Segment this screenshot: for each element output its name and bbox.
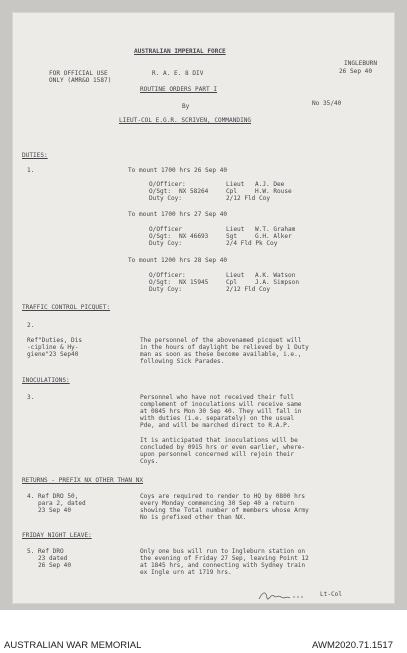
reference-line: 23 dated xyxy=(38,555,68,562)
body-line: man as soon as these become available, i.e., xyxy=(140,351,302,358)
duty-mount-1: To mount 1700 hrs 26 Sep 40 xyxy=(128,167,228,174)
traffic-heading: TRAFFIC CONTROL PICQUET: xyxy=(22,304,111,311)
document-page xyxy=(12,12,395,604)
duty-company: 2/12 Fld Coy xyxy=(226,195,271,202)
duty-number: NX 46693 xyxy=(179,233,209,240)
body-line: upon personnel concerned will rejoin their xyxy=(140,451,295,458)
leave-heading: FRIDAY NIGHT LEAVE: xyxy=(22,532,92,539)
inoculations-number: 3. xyxy=(27,394,35,401)
body-line: with duties (i.e. separately) on the usual xyxy=(140,415,295,422)
archive-name: AUSTRALIAN WAR MEMORIAL xyxy=(4,640,142,651)
traffic-number: 2. xyxy=(27,322,35,329)
reference-line: Ref DRO xyxy=(38,548,64,555)
body-line: Only one bus will run to Ingleburn station on xyxy=(140,548,306,555)
duty-rank: Lieut xyxy=(226,226,245,233)
reference-line: para 2, dated xyxy=(38,500,86,507)
duty-name: W.T. Graham xyxy=(255,226,296,233)
body-line: Pde, and will be marched direct to R.A.P. xyxy=(140,422,291,429)
returns-heading: RETURNS - PREFIX NX OTHER THAN NX xyxy=(22,477,144,484)
inoculations-heading: INOCULATIONS: xyxy=(22,377,70,384)
duty-role: O/Sgt: xyxy=(149,279,172,286)
duty-rank: Lieut xyxy=(226,181,245,188)
body-line: the evening of Friday 27 Sep, leaving Point 12 xyxy=(140,555,309,562)
body-line: every Monday commencing 30 Sep 40 a return xyxy=(140,500,295,507)
duty-name: A.J. Dee xyxy=(255,181,285,188)
order-number: No 35/40 xyxy=(312,100,342,107)
restriction-line-2: ONLY (AMR&O 1587) xyxy=(49,77,112,84)
body-line: ex Ingle urn at 1719 hrs. xyxy=(140,569,232,576)
by-label: By xyxy=(182,103,190,110)
duty-mount-2: To mount 1700 hrs 27 Sep 40 xyxy=(128,211,228,218)
body-line: following Sick Parades. xyxy=(140,358,225,365)
duty-company: 2/4 Fld Pk Coy xyxy=(226,240,278,247)
duty-number: NX 15945 xyxy=(179,279,209,286)
author: LIEUT-COL E.G.R. SCRIVEN, COMMANDING xyxy=(119,117,252,124)
duty-role: Duty Coy: xyxy=(149,195,183,202)
reference-line: Ref DRO 50, xyxy=(38,493,79,500)
duty-name: A.K. Watson xyxy=(255,272,296,279)
body-line: at 1845 hrs, and connecting with Sydney train xyxy=(140,562,306,569)
duty-company: 2/12 Fld Coy xyxy=(226,286,271,293)
signoff-rank: Lt-Col xyxy=(320,591,343,598)
orders-title: ROUTINE ORDERS PART I xyxy=(140,86,218,93)
body-line: No is prefixed other than NX. xyxy=(140,514,247,521)
duty-role: O/Officer: xyxy=(149,272,186,279)
body-line: The personnel of the abovenamed picquet will xyxy=(140,337,302,344)
duty-role: Duty Coy: xyxy=(149,240,183,247)
duty-role: O/Sgt: xyxy=(149,188,172,195)
body-line: It is anticipated that inoculations will be xyxy=(140,437,298,444)
duties-number: 1. xyxy=(27,167,35,174)
place: INGLEBURN xyxy=(344,60,378,67)
reference-line: -cipline & Hy- xyxy=(27,344,79,351)
handwritten-signature xyxy=(257,587,312,605)
restriction-line-1: FOR OFFICIAL USE xyxy=(49,70,108,77)
duty-name: H.W. Rouse xyxy=(255,188,292,195)
duty-number: NX 58264 xyxy=(179,188,209,195)
body-line: at 0845 hrs Mon 30 Sep 40. They will fall in xyxy=(140,408,302,415)
unit: R. A. E. 8 DIV xyxy=(152,70,204,77)
body-line: Coys are required to render to HQ by 0800 hrs xyxy=(140,493,306,500)
body-line: Personnel who have not received their full xyxy=(140,394,295,401)
body-line: Coys. xyxy=(140,458,159,465)
duty-rank: Lieut xyxy=(226,272,245,279)
duties-heading: DUTIES: xyxy=(22,152,48,159)
duty-role: O/Officer xyxy=(149,226,183,233)
date: 26 Sep 40 xyxy=(339,68,373,75)
returns-number: 4. xyxy=(27,493,35,500)
body-line: in the hours of daylight be relieved by 1 Duty xyxy=(140,344,309,351)
duty-name: J.A. Simpson xyxy=(255,279,300,286)
duty-rank: Cpl xyxy=(226,279,238,286)
duty-role: Duty Coy: xyxy=(149,286,183,293)
duty-role: O/Sgt: xyxy=(149,233,172,240)
reference-line: Ref"Duties, Dis xyxy=(27,337,83,344)
reference-line: giene"23 Sep40 xyxy=(27,351,79,358)
duty-rank: Sgt xyxy=(226,233,238,240)
duty-role: O/Officer: xyxy=(149,181,186,188)
archive-footer xyxy=(0,610,407,653)
body-line: complement of inoculations will receive same xyxy=(140,401,302,408)
body-line: concluded by 0915 hrs or even earlier, where- xyxy=(140,444,306,451)
duty-name: G.H. Alker xyxy=(255,233,292,240)
body-line: showing the Total number of members whose Army xyxy=(140,507,309,514)
reference-line: 26 Sep 40 xyxy=(38,562,72,569)
duty-rank: Cpl xyxy=(226,188,238,195)
duty-mount-3: To mount 1200 hrs 28 Sep 40 xyxy=(128,257,228,264)
org-heading: AUSTRALIAN IMPERIAL FORCE xyxy=(134,48,226,55)
reference-line: 23 Sep 40 xyxy=(38,507,72,514)
leave-number: 5. xyxy=(27,548,35,555)
accession-number: AWM2020.71.1517 xyxy=(312,640,393,651)
